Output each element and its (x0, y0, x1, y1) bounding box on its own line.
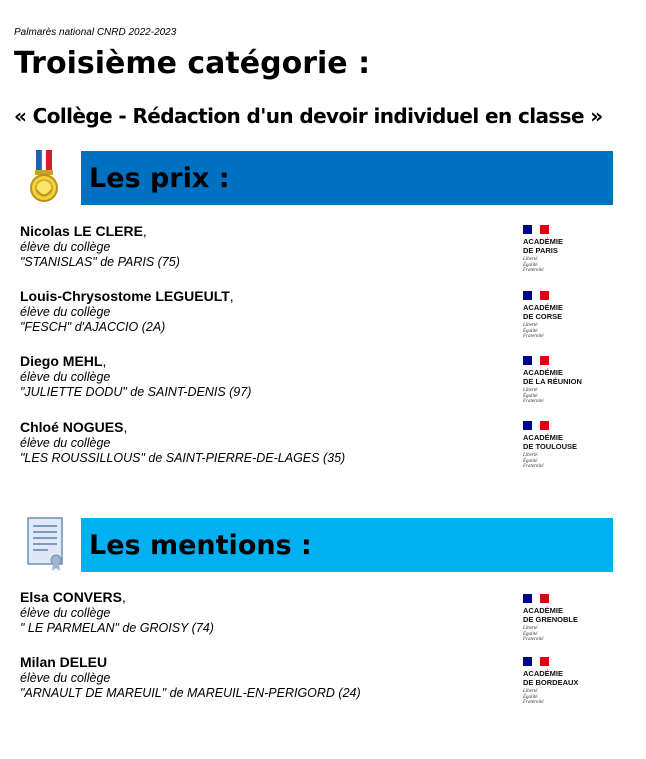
medal-icon (26, 150, 62, 211)
document-header: Palmarès national CNRD 2022-2023 (14, 27, 177, 38)
academy-logo (523, 657, 613, 706)
laureate-name: Chloé NOGUES (20, 419, 124, 435)
category-title: Troisième catégorie : (14, 46, 371, 81)
mentions-section-heading (81, 518, 613, 572)
name-suffix: , (102, 353, 107, 369)
academy-name: DE TOULOUSE (523, 441, 578, 451)
academy-logo (523, 594, 613, 643)
prix-section-heading (81, 151, 613, 205)
laureate-name: Elsa CONVERS (20, 589, 122, 605)
school-type: élève du collège (20, 671, 111, 685)
academy-logo (523, 291, 613, 340)
school-type: élève du collège (20, 370, 111, 384)
name-suffix: , (123, 419, 128, 435)
mention-entry (20, 589, 500, 636)
laureate-name: Milan DELEU (20, 654, 108, 670)
republic-motto: Liberté Égalité Fraternité (523, 257, 544, 274)
school-type: élève du collège (20, 606, 111, 620)
prize-entry (20, 288, 500, 335)
flag-icon (523, 291, 549, 300)
academy-logo (523, 356, 613, 405)
academy-name: DE BORDEAUX (523, 677, 579, 687)
flag-icon (523, 594, 549, 603)
prize-entry (20, 419, 500, 466)
republic-motto: Liberté Égalité Fraternité (523, 323, 544, 340)
academy-name: DE CORSE (523, 311, 563, 321)
name-suffix: , (121, 589, 126, 605)
academy-label: ACADÉMIE (523, 368, 564, 377)
academy-logo (523, 421, 613, 470)
name-suffix: , (229, 288, 234, 304)
prix-heading-label: Les prix : (89, 162, 230, 194)
school-name: "LES ROUSSILLOUS" de SAINT-PIERRE-DE-LAGES (35) (20, 451, 346, 465)
school-name: "ARNAULT DE MAREUIL" de MAREUIL-EN-PERIGORD (24) (20, 686, 361, 700)
school-name: "FESCH" d'AJACCIO (2A) (20, 320, 166, 334)
academy-label: ACADÉMIE (523, 433, 564, 442)
name-suffix: , (142, 223, 147, 239)
academy-label: ACADÉMIE (523, 237, 564, 246)
academy-name: DE LA RÉUNION (523, 376, 582, 386)
flag-icon (523, 657, 549, 666)
school-name: " LE PARMELAN" de GROISY (74) (20, 621, 214, 635)
republic-motto: Liberté Égalité Fraternité (523, 388, 544, 405)
flag-icon (523, 356, 549, 365)
flag-icon (523, 225, 549, 234)
school-type: élève du collège (20, 240, 111, 254)
school-name: "JULIETTE DODU" de SAINT-DENIS (97) (20, 385, 252, 399)
prize-entry (20, 353, 500, 400)
category-subtitle: « Collège - Rédaction d'un devoir individuel en classe » (14, 104, 603, 128)
mentions-heading-label: Les mentions : (89, 529, 312, 561)
academy-logo (523, 225, 613, 274)
academy-label: ACADÉMIE (523, 606, 564, 615)
flag-icon (523, 421, 549, 430)
academy-name: DE GRENOBLE (523, 614, 579, 624)
school-type: élève du collège (20, 305, 111, 319)
republic-motto: Liberté Égalité Fraternité (523, 453, 544, 470)
academy-label: ACADÉMIE (523, 669, 564, 678)
academy-name: DE PARIS (523, 245, 558, 255)
certificate-icon (26, 516, 66, 577)
mention-entry (20, 654, 500, 701)
republic-motto: Liberté Égalité Fraternité (523, 626, 544, 643)
laureate-name: Nicolas LE CLERE (20, 223, 143, 239)
laureate-name: Louis-Chrysostome LEGUEULT (20, 288, 230, 304)
republic-motto: Liberté Égalité Fraternité (523, 689, 544, 706)
school-type: élève du collège (20, 436, 111, 450)
school-name: "STANISLAS" de PARIS (75) (20, 255, 180, 269)
academy-label: ACADÉMIE (523, 303, 564, 312)
prize-entry (20, 223, 500, 270)
laureate-name: Diego MEHL (20, 353, 103, 369)
